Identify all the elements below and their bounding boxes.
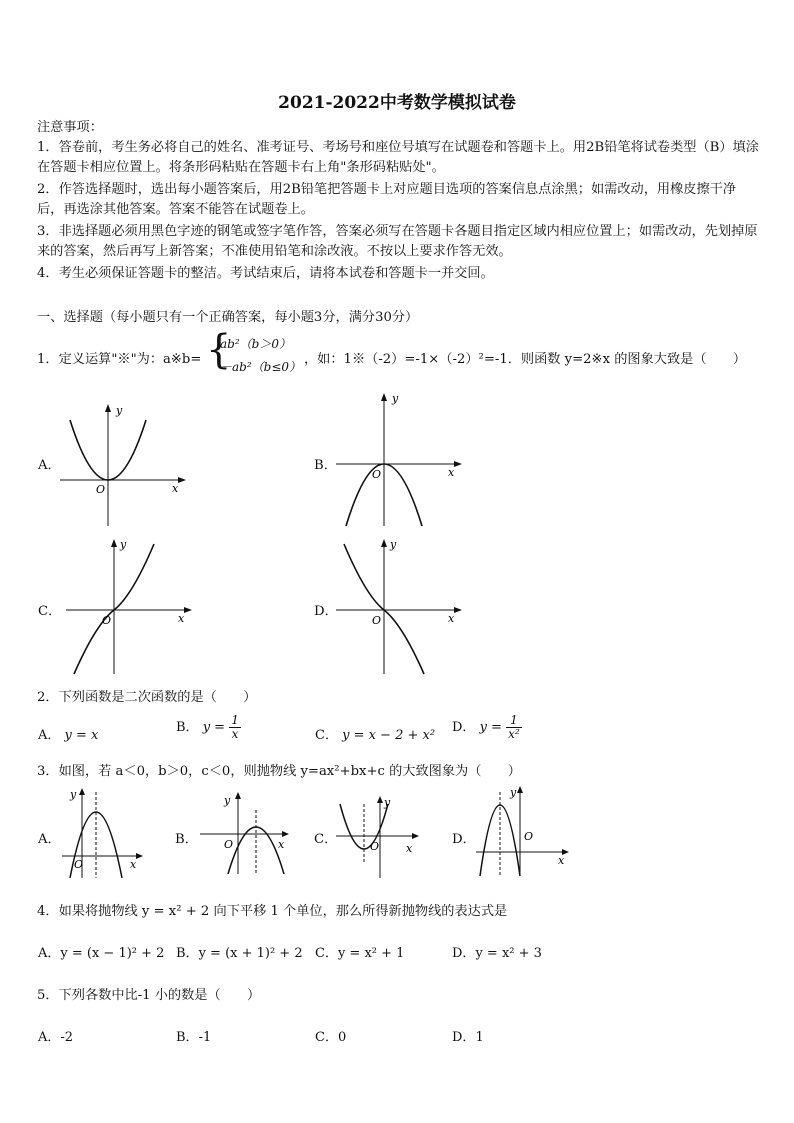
q1-c-x-label: x: [178, 612, 185, 625]
q1-prefix: 1．定义运算"※"为：a※b=: [37, 352, 202, 367]
q2-d-label: D．: [452, 720, 476, 735]
q3-a-y-label: y: [70, 788, 77, 801]
q1-suffix: ，如：1※（-2）=-1×（-2）²=-1．则函数 y=2※x 的图象大致是（ ）: [304, 352, 747, 367]
q1-c-origin: O: [102, 614, 112, 627]
q1-d-origin: O: [372, 614, 382, 627]
notice-item-2: 2．作答选择题时，选出每小题答案后，用2B铅笔把答题卡上对应题目选项的答案信息点涂黑；如需改动，用橡皮擦干净后，再选涂其他答案。答案不能答在试题卷上。: [37, 182, 737, 217]
q1-b-origin: O: [372, 468, 382, 481]
q1-a-x-label: x: [172, 482, 179, 495]
q1-option-a-label: A．: [38, 458, 61, 473]
q1-c-y-label: y: [120, 538, 127, 551]
q5-option-a: A．-2: [38, 1030, 74, 1045]
q1-d-x-label: x: [448, 612, 455, 625]
section-heading: 一、选择题（每小题只有一个正确答案，每小题3分，满分30分）: [37, 310, 419, 325]
q3-b-y-label: y: [224, 794, 231, 807]
q2-option-d: [452, 714, 522, 741]
q2-c-label: C．: [315, 728, 338, 743]
notice-heading: 注意事项：: [37, 120, 103, 135]
q1-option-d-label: D．: [314, 604, 338, 619]
q3-c-x-label: x: [406, 842, 413, 855]
q1-graph-b: [336, 390, 466, 530]
q2-d-lhs: y =: [479, 720, 502, 735]
notice-item-1: 1．答卷前，考生务必将自己的姓名、准考证号、考场号和座位号填写在试题卷和答题卡上。用2B铅笔将试卷类型（B）填涂在答题卡相应位置上。将条形码粘贴在答题卡右上角"条形码粘贴处"。: [37, 140, 759, 175]
q1-case1: ab²（b＞0）: [220, 337, 291, 351]
q5-stem: 5．下列各数中比-1 小的数是（ ）: [37, 988, 261, 1003]
q3-graph-b: [198, 790, 290, 876]
q1-b-x-label: x: [448, 466, 455, 479]
q2-a-label: A．: [38, 728, 61, 743]
q3-d-x-label: x: [558, 854, 565, 867]
q2-c-expr: y = x − 2 + x²: [342, 728, 436, 743]
q2-option-b: [176, 714, 241, 741]
q3-option-a-label: A．: [38, 832, 61, 847]
q3-c-origin: O: [370, 840, 380, 853]
q2-option-a: [38, 724, 98, 743]
q2-b-label: B．: [176, 720, 199, 735]
q2-b-lhs: y =: [202, 720, 226, 735]
q1-graph-d: [336, 536, 466, 676]
q1-graph-a: [60, 400, 190, 530]
q3-graph-d: [474, 784, 570, 878]
q1-option-b-label: B．: [314, 458, 337, 473]
q4-stem: 4．如果将抛物线 y = x² + 2 向下平移 1 个单位，那么所得新抛物线的表达式是: [37, 904, 508, 919]
q3-b-origin: O: [224, 838, 234, 851]
q4-option-c: C．y = x² + 1: [315, 946, 405, 961]
q1-d-y-label: y: [390, 538, 397, 551]
q4-option-d: D．y = x² + 3: [452, 946, 542, 961]
q5-option-c: C．0: [315, 1030, 347, 1045]
q5-option-b: B．-1: [176, 1030, 212, 1045]
q3-graph-a: [60, 786, 144, 880]
q3-graph-c: [334, 794, 420, 880]
q1-a-y-label: y: [116, 404, 123, 417]
page-title: 2021-2022中考数学模拟试卷: [278, 93, 516, 113]
q4-option-a: A．y = (x − 1)² + 2: [38, 946, 165, 961]
q1-case2: －ab²（b≤0）: [220, 360, 302, 374]
q4-option-b: B．y = (x + 1)² + 2: [176, 946, 303, 961]
q3-option-d-label: D．: [452, 832, 476, 847]
q3-a-origin: O: [74, 858, 84, 871]
q1-graph-c: [66, 536, 196, 676]
q3-option-c-label: C．: [314, 832, 338, 847]
q3-stem: 3．如图，若 a＜0，b＞0，c＜0，则抛物线 y=ax²+bx+c 的大致图象为（ ）: [37, 764, 521, 779]
q2-d-fraction: $\frac{1}{\text{x²}}$: [508, 713, 520, 741]
q3-d-y-label: y: [510, 786, 517, 799]
notice-item-3: 3．非选择题必须用黑色字迹的钢笔或签字笔作答，答案必须写在答题卡各题目指定区域内相应位置上；如需改动，先划掉原来的答案，然后再写上新答案；不准使用铅笔和涂改液。不按以上要求作答无效。: [37, 224, 758, 259]
q1-option-c-label: C．: [38, 604, 62, 619]
q3-c-y-label: y: [384, 796, 391, 809]
q1-b-y-label: y: [392, 392, 399, 405]
q1-a-origin: O: [96, 483, 106, 496]
q3-a-x-label: x: [130, 858, 137, 871]
q3-b-x-label: x: [278, 838, 285, 851]
q3-option-b-label: B．: [175, 832, 198, 847]
q5-option-d: D．1: [452, 1030, 484, 1045]
q2-option-c: [315, 724, 435, 743]
q3-d-origin: O: [524, 830, 534, 843]
q2-a-expr: y = x: [64, 728, 99, 743]
notice-item-4: 4．考生必须保证答题卡的整洁。考试结束后，请将本试卷和答题卡一并交回。: [37, 266, 494, 281]
q2-stem: 2．下列函数是二次函数的是（ ）: [37, 690, 257, 705]
q2-b-fraction: $\frac{1}{x}$: [231, 713, 239, 741]
q1-brace: {: [206, 327, 232, 373]
